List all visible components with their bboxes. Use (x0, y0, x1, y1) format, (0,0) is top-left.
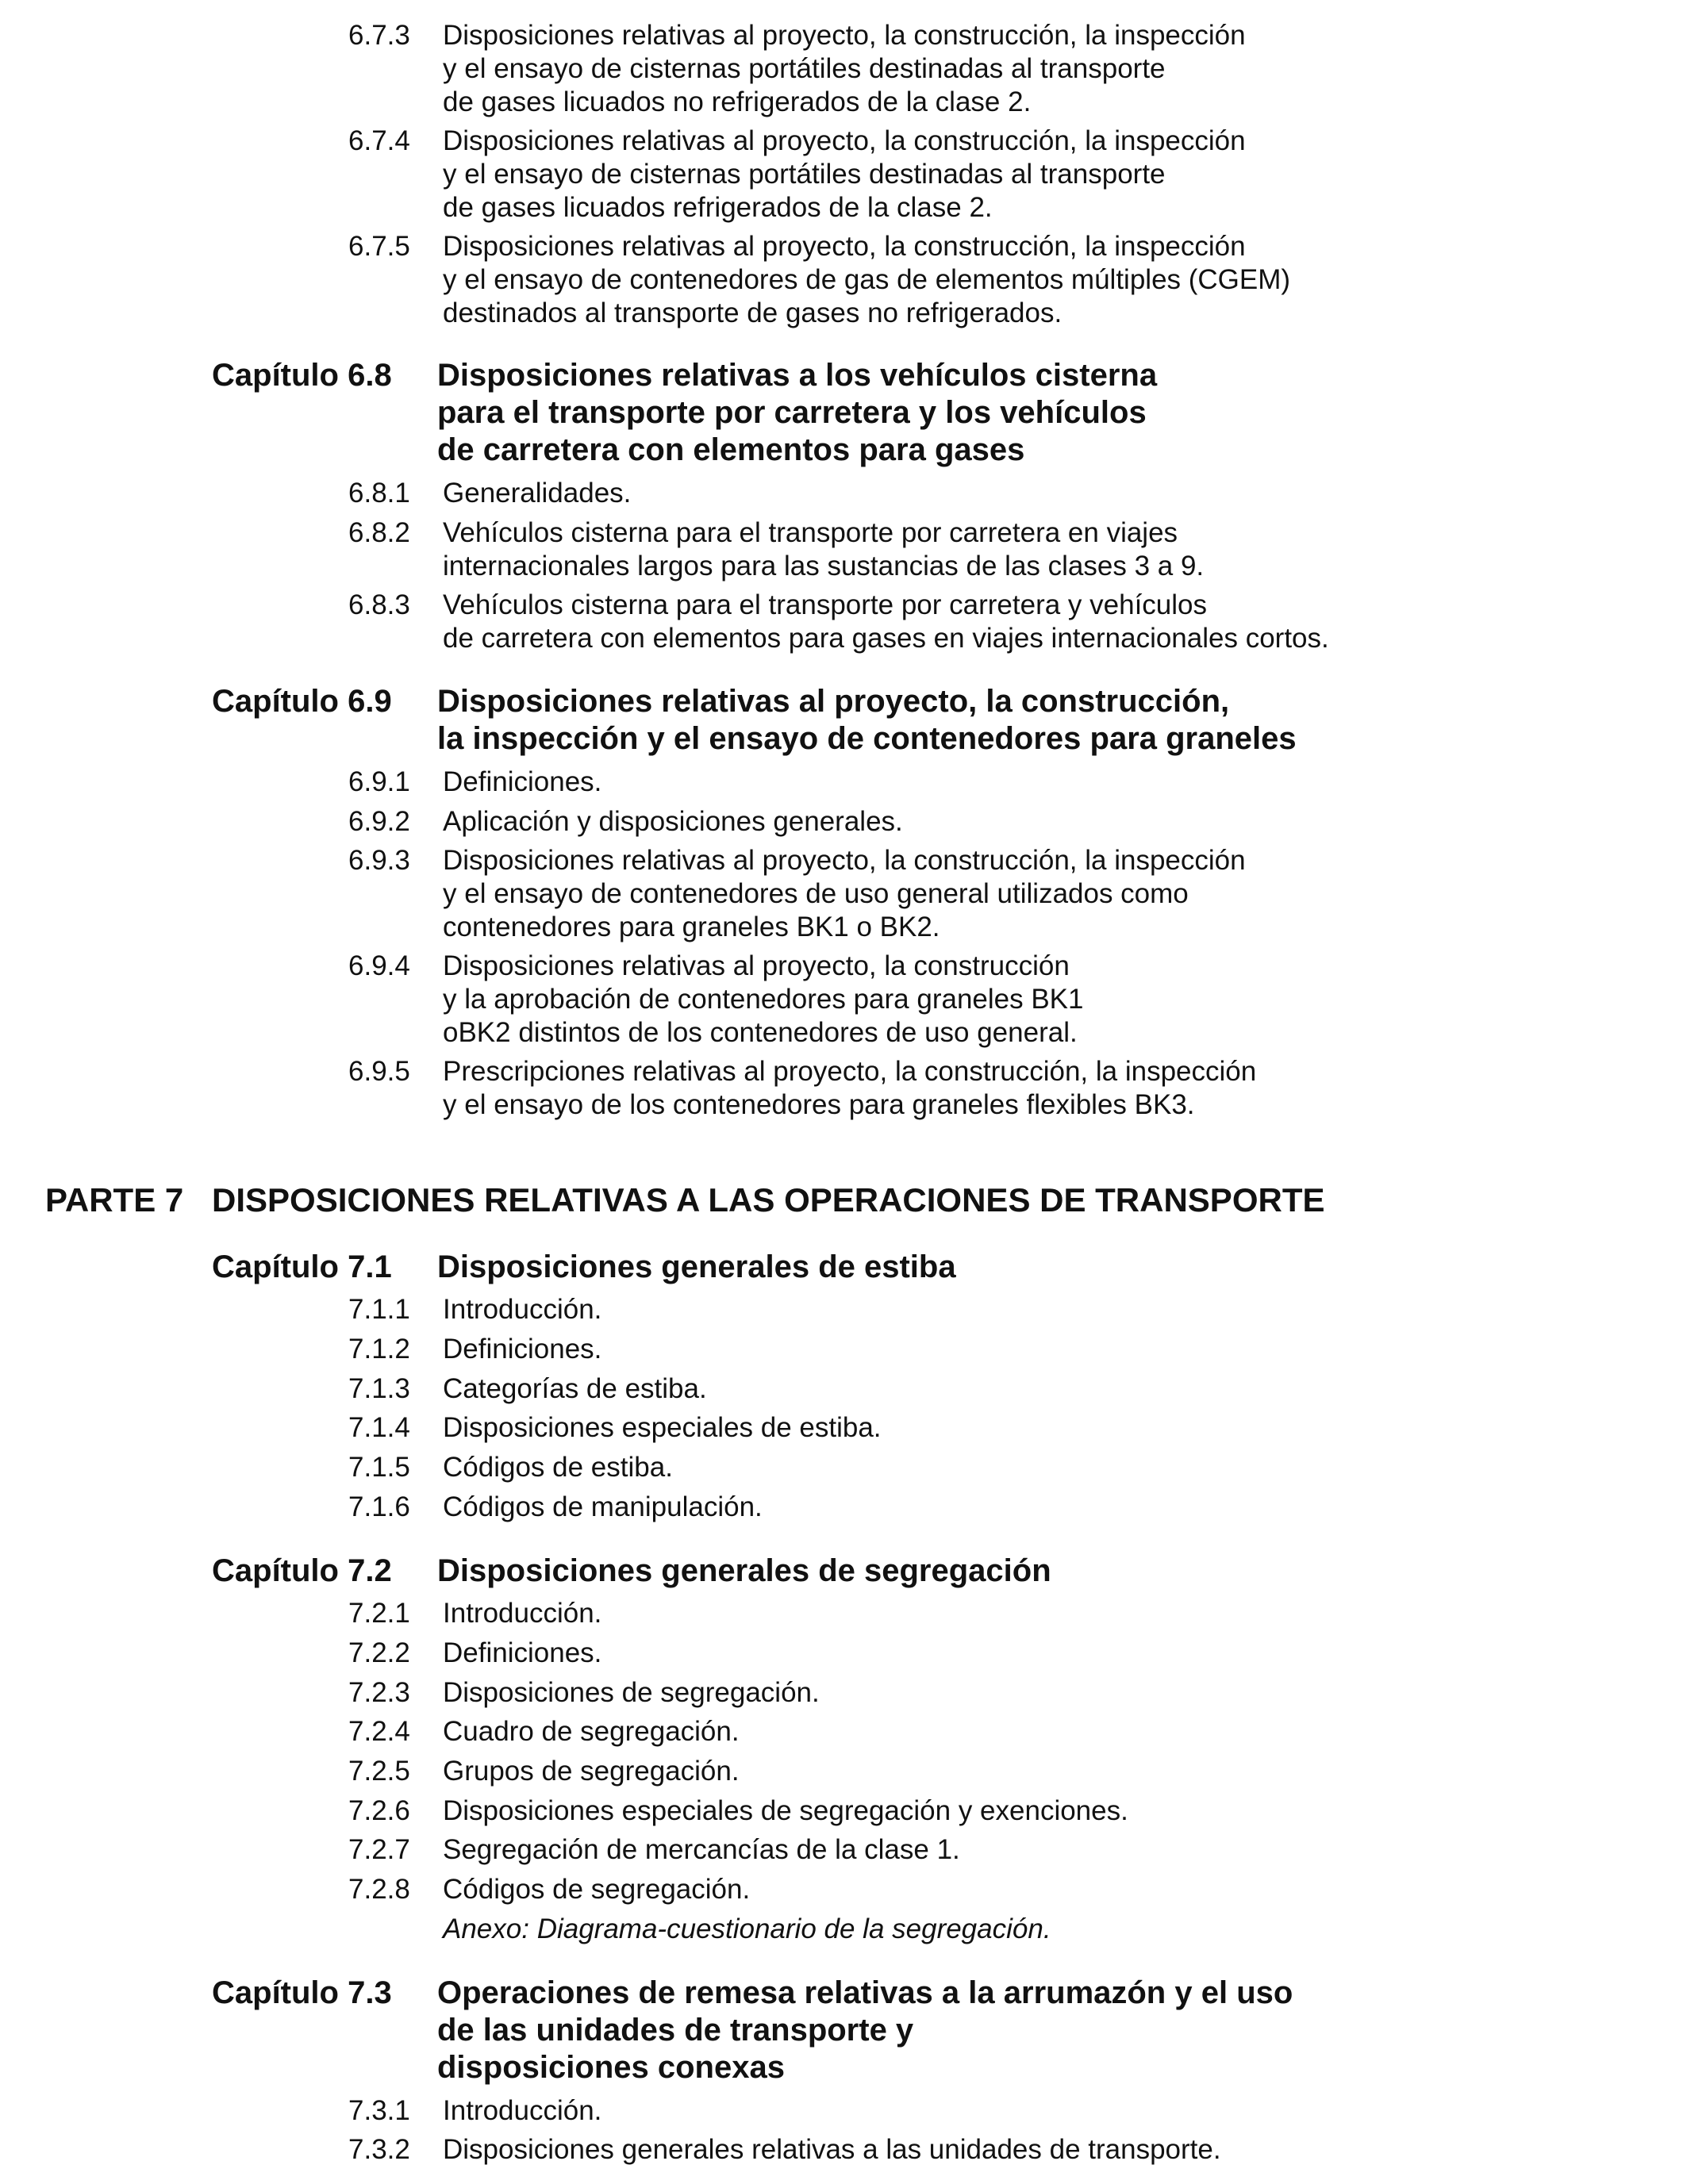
entry-line: Disposiciones especiales de estiba. (443, 1412, 882, 1443)
entry-line: Vehículos cisterna para el transporte por carretera en viajes (443, 517, 1178, 548)
entry-number: 6.7.4 (348, 125, 410, 156)
chapter-title-line: disposiciones conexas (437, 2050, 785, 2085)
entry-text (443, 1597, 1681, 1630)
chapter-title-line: de las unidades de transporte y (437, 2013, 914, 2048)
entry-line: Definiciones. (443, 766, 602, 797)
chapter-title (437, 1249, 956, 1286)
entry-text (443, 1676, 1681, 1710)
entry-text (443, 1411, 1681, 1445)
part-title: DISPOSICIONES RELATIVAS A LAS OPERACIONES DE TRANSPORTE (212, 1181, 1325, 1219)
entry-line: Definiciones. (443, 1334, 602, 1365)
entry-line: y el ensayo de cisternas portátiles destinadas al transporte (443, 159, 1166, 190)
entry-number: 7.2.7 (348, 1834, 410, 1865)
entry-text (443, 1333, 1681, 1366)
entry-number: 6.8.2 (348, 517, 410, 548)
entry-line: de gases licuados refrigerados de la clase 2. (443, 192, 993, 223)
chapter-label: Capítulo 6.9 (212, 684, 392, 719)
entry-number: 7.1.3 (348, 1373, 410, 1404)
entry-number: 6.9.2 (348, 806, 410, 837)
entry-text (443, 1372, 1681, 1406)
entry-number: 7.2.4 (348, 1716, 410, 1747)
entry-text (443, 1491, 1681, 1524)
entry-number: 6.7.3 (348, 20, 410, 51)
chapter-title-line: para el transporte por carretera y los vehículos (437, 395, 1147, 430)
entry-text (443, 1637, 1681, 1670)
entry-text (443, 1794, 1681, 1828)
entry-line: y el ensayo de cisternas portátiles destinadas al transporte (443, 53, 1166, 84)
entry-number: 7.1.1 (348, 1294, 410, 1325)
entry-line: de carretera con elementos para gases en viajes internacionales cortos. (443, 623, 1329, 654)
entry-line: Códigos de segregación. (443, 1874, 751, 1905)
entry-line: Introducción. (443, 1294, 602, 1325)
entry-line: Disposiciones generales relativas a las unidades de transporte. (443, 2134, 1221, 2165)
chapter-label: Capítulo 6.8 (212, 358, 392, 393)
entry-text (443, 477, 1681, 510)
entry-line: contenedores para graneles BK1 o BK2. (443, 912, 940, 942)
entry-line: oBK2 distintos de los contenedores de uso general. (443, 1017, 1078, 1048)
entry-number: 7.1.5 (348, 1452, 410, 1483)
entry-line: Vehículos cisterna para el transporte por carretera y vehículos (443, 589, 1207, 620)
entry-line: Categorías de estiba. (443, 1373, 707, 1404)
entry-number: 7.3.1 (348, 2095, 410, 2126)
chapter-title (437, 1975, 1293, 2086)
entry-line: Definiciones. (443, 1637, 602, 1668)
entry-text (443, 19, 1681, 119)
entry-line: Disposiciones de segregación. (443, 1677, 820, 1708)
chapter-title (437, 1553, 1051, 1590)
entry-line: destinados al transporte de gases no refrigerados. (443, 297, 1063, 328)
entry-line: Introducción. (443, 2095, 602, 2126)
entry-text (443, 1451, 1681, 1484)
entry-text (443, 2094, 1681, 2128)
entry-line: Segregación de mercancías de la clase 1. (443, 1834, 960, 1865)
entry-number: 6.9.4 (348, 950, 410, 981)
entry-number: 6.8.3 (348, 589, 410, 620)
entry-line: y el ensayo de contenedores de gas de elementos múltiples (CGEM) (443, 264, 1291, 295)
entry-text (443, 844, 1681, 944)
entry-number: 6.8.1 (348, 478, 410, 509)
chapter-title-line: de carretera con elementos para gases (437, 432, 1025, 467)
entry-line: Disposiciones relativas al proyecto, la construcción, la inspección (443, 845, 1246, 876)
entry-line: Grupos de segregación. (443, 1756, 740, 1787)
annex-note: Anexo: Diagrama-cuestionario de la segregación. (443, 1913, 1051, 1944)
entry-text (443, 805, 1681, 839)
entry-number: 7.2.2 (348, 1637, 410, 1668)
chapter-title-line: Disposiciones relativas al proyecto, la construcción, (437, 684, 1230, 719)
entry-line: y el ensayo de los contenedores para graneles flexibles BK3. (443, 1089, 1195, 1120)
entry-number: 7.3.2 (348, 2134, 410, 2165)
entry-line: internacionales largos para las sustancias de las clases 3 a 9. (443, 551, 1205, 582)
entry-number: 7.2.8 (348, 1874, 410, 1905)
entry-line: Disposiciones especiales de segregación y exenciones. (443, 1795, 1128, 1826)
entry-text (443, 2133, 1681, 2167)
entry-text (443, 1833, 1681, 1867)
chapter-title (437, 357, 1157, 469)
chapter-title-line: la inspección y el ensayo de contenedores para graneles (437, 721, 1297, 756)
entry-number: 6.9.1 (348, 766, 410, 797)
entry-text (443, 1873, 1681, 1906)
entry-line: Códigos de manipulación. (443, 1491, 763, 1522)
chapter-label: Capítulo 7.3 (212, 1975, 392, 2010)
chapter-label: Capítulo 7.2 (212, 1553, 392, 1588)
entry-text (443, 230, 1681, 330)
entry-number: 7.2.3 (348, 1677, 410, 1708)
entry-text (443, 1755, 1681, 1788)
chapter-label: Capítulo 7.1 (212, 1249, 392, 1284)
entry-line: Introducción. (443, 1598, 602, 1629)
chapter-title (437, 683, 1297, 758)
entry-text (443, 516, 1681, 583)
entry-text (443, 589, 1681, 655)
entry-line: Cuadro de segregación. (443, 1716, 740, 1747)
entry-number: 6.7.5 (348, 231, 410, 262)
entry-number: 7.2.6 (348, 1795, 410, 1826)
chapter-title-line: Operaciones de remesa relativas a la arrumazón y el uso (437, 1975, 1293, 2010)
entry-number: 6.9.3 (348, 845, 410, 876)
entry-line: de gases licuados no refrigerados de la clase 2. (443, 86, 1032, 117)
entry-number: 7.1.6 (348, 1491, 410, 1522)
entry-line: Disposiciones relativas al proyecto, la construcción, la inspección (443, 231, 1246, 262)
entry-line: Disposiciones relativas al proyecto, la construcción, la inspección (443, 125, 1246, 156)
entry-text (443, 125, 1681, 225)
entry-number: 7.1.2 (348, 1334, 410, 1365)
entry-number: 7.2.1 (348, 1598, 410, 1629)
entry-line: Disposiciones relativas al proyecto, la construcción, la inspección (443, 20, 1246, 51)
entry-line: y la aprobación de contenedores para graneles BK1 (443, 984, 1084, 1015)
entry-line: y el ensayo de contenedores de uso general utilizados como (443, 878, 1189, 909)
entry-line: Códigos de estiba. (443, 1452, 673, 1483)
entry-number: 7.2.5 (348, 1756, 410, 1787)
entry-text (443, 1293, 1681, 1326)
part-label: PARTE 7 (45, 1181, 184, 1219)
entry-text (443, 766, 1681, 799)
entry-text (443, 950, 1681, 1050)
chapter-title-line: Disposiciones relativas a los vehículos cisterna (437, 358, 1158, 393)
entry-line: Aplicación y disposiciones generales. (443, 806, 903, 837)
entry-text (443, 1055, 1681, 1122)
entry-text (443, 1715, 1681, 1748)
entry-number: 7.1.4 (348, 1412, 410, 1443)
entry-line: Prescripciones relativas al proyecto, la construcción, la inspección (443, 1056, 1257, 1087)
entry-line: Disposiciones relativas al proyecto, la construcción (443, 950, 1070, 981)
entry-number: 6.9.5 (348, 1056, 410, 1087)
entry-line: Generalidades. (443, 478, 632, 509)
chapter-title-line: Disposiciones generales de estiba (437, 1249, 956, 1284)
chapter-title-line: Disposiciones generales de segregación (437, 1553, 1051, 1588)
